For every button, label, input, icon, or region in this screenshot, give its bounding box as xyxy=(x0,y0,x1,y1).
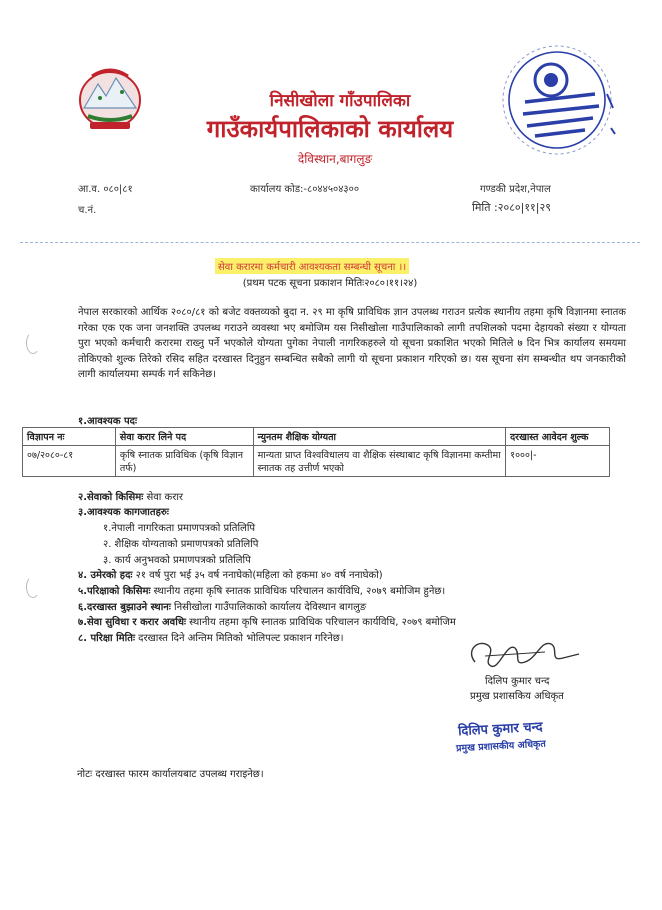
exam-type-label: ५.परिक्षाको किसिमः xyxy=(78,586,151,597)
name-stamp xyxy=(450,717,600,759)
service-facility-label: ७.सेवा सुविधा र करार अवधिः xyxy=(78,617,186,628)
document-item: १.नेपाली नागरिकता प्रमाणपत्रको प्रतिलिपि xyxy=(103,523,256,534)
required-posts-heading: १.आवश्यक पदः xyxy=(78,416,138,427)
service-facility-value: स्थानीय तहमा कृषि स्नातक प्राविधिक परिचालन कार्यविधि, २०७९ बमोजिम xyxy=(186,617,456,628)
table-header-row xyxy=(23,428,610,446)
service-type-value: सेवा करार xyxy=(143,492,183,503)
office-title: गाउँकार्यपालिकाको कार्यालय xyxy=(206,115,454,143)
age-limit-label: ४. उमेरको हदः xyxy=(78,570,133,581)
signatory-title: प्रमुख प्रशासकिय अधिकृत xyxy=(470,691,564,702)
office-code: कार्यालय कोड:-८०४४५०४३०० xyxy=(250,184,360,195)
notice-subtitle: (प्रथम पटक सूचना प्रकाशन मितिः२०८०।११।२४) xyxy=(242,278,418,289)
table-cell: कृषि स्नातक प्राविधिक (कृषि विज्ञान तर्फ) xyxy=(115,446,253,477)
table-row xyxy=(23,446,610,477)
stamp-name: दिलिप कुमार चन्द xyxy=(457,719,543,740)
signature-icon xyxy=(455,632,585,676)
office-address: देविस्थान,बागलुङ xyxy=(297,152,373,166)
footer-note: नोटः दरखास्त फारम कार्यालयबाट उपलब्ध गराइनेछ। xyxy=(77,769,264,780)
column-header: सेवा करार लिने पद xyxy=(115,428,253,446)
exam-type-value: स्थानीय तहमा कृषि स्नातक प्राविधिक परिचालन कार्यविधि, २०७९ बमोजिम हुनेछ। xyxy=(150,586,446,597)
exam-date xyxy=(78,631,344,646)
document-item: ३. कार्य अनुभवको प्रमाणपत्रको प्रतिलिपि xyxy=(103,555,251,566)
table-cell: १०००|- xyxy=(506,446,610,477)
submit-place-value: निसीखोला गाउँपालिकाको कार्यालय देविस्थान बागलुङ xyxy=(170,602,367,613)
service-type-label: २.सेवाको किसिमः xyxy=(78,492,144,503)
fiscal-year: आ.व. ०८०|८१ xyxy=(78,184,133,195)
column-header: विज्ञापन नः xyxy=(23,428,116,446)
notice-date: मिति :२०८०|११|२९ xyxy=(472,201,551,214)
document-item: २. शैक्षिक योग्यताको प्रमाणपत्रको प्रतिलिपि xyxy=(103,539,259,550)
column-header: न्युनतम शैक्षिक योग्यता xyxy=(253,428,506,446)
required-posts-table xyxy=(22,427,610,477)
notice-body: नेपाल सरकारको आर्थिक २०८०/८१ को बजेट वक्तव्यको बुदा न. २९ मा कृषि प्राविधिक ज्ञान उपलब्ध गराउन प्रत्येक स्थानीय तहमा कृषि विज्ञानमा स्नातक गरेका एक एक जना जनशक्ति उपलब्ध गराउने व्यवस्था भए बमोजिम यस निसीखोला गाउँपालिकाको लागी तपशिलको पदमा देहायको संख्या र योग्यता पुरा भएको कर्मचारी करारमा राख्नु पर्ने भएकोले योग्यता पुगेका नेपाली नागरिकहरुले यो सूचना प्रकाशित भएको मितिले ७ दिन भित्र कार्यालय समयमा तोकिएको शुल्क तिरेको रसिद सहित दरखास्त दिनुहुन सम्बन्धित सबैको लागी यो सूचना प्रकाशन गरिएको छ। यस सूचना संग सम्बन्धीत थप जनकारीको लागी कार्यालयमा सम्पर्क गर्न सकिनेछ। xyxy=(78,307,626,380)
exam-date-label: ८. परिक्षा मितिः xyxy=(78,633,135,644)
punch-hole-mark xyxy=(26,332,40,354)
service-type xyxy=(78,490,183,505)
documents-label: ३.आवश्यक कागजातहरुः xyxy=(78,507,169,518)
age-limit-value: २१ वर्ष पुरा भई ३५ वर्ष ननाघेको(महिला को हकमा ४० वर्ष ननाघेको) xyxy=(132,570,383,581)
table-cell: ०७/२०८०-८१ xyxy=(23,446,116,477)
punch-hole-mark xyxy=(26,576,40,598)
header-divider xyxy=(20,242,640,243)
notice-subject: सेवा करारमा कर्मचारी आवश्यकता सम्बन्धी सूचना ।। xyxy=(215,258,409,274)
reference-number: च.नं. xyxy=(78,205,97,216)
submit-place xyxy=(78,600,366,615)
exam-type xyxy=(78,584,445,599)
column-header: दरखास्त आवेदन शुल्क xyxy=(506,428,610,446)
office-name: निसीखोला गाँउपालिका xyxy=(269,91,411,111)
exam-date-value: दरखास्त दिने अन्तिम मितिको भोलिपल्ट प्रकाशन गरिनेछ। xyxy=(134,633,344,644)
office-seal-icon xyxy=(495,38,635,168)
submit-place-label: ६.दरखास्त बुझाउने स्थानः xyxy=(78,602,171,613)
age-limit xyxy=(78,568,383,583)
signatory-name: दिलिप कुमार चन्द xyxy=(485,676,550,687)
table-cell: मान्यता प्राप्त विश्वविधालय वा शैक्षिक संस्थाबाट कृषि विज्ञानमा कम्तीमा स्नातक तह उत्तीर्ण भएको xyxy=(253,446,506,477)
service-facility xyxy=(78,615,456,630)
nepal-emblem-icon xyxy=(70,58,150,136)
stamp-title: प्रमुख प्रशासकीय अधिकृत xyxy=(455,738,547,755)
province: गण्डकी प्रदेश,नेपाल xyxy=(480,184,551,195)
